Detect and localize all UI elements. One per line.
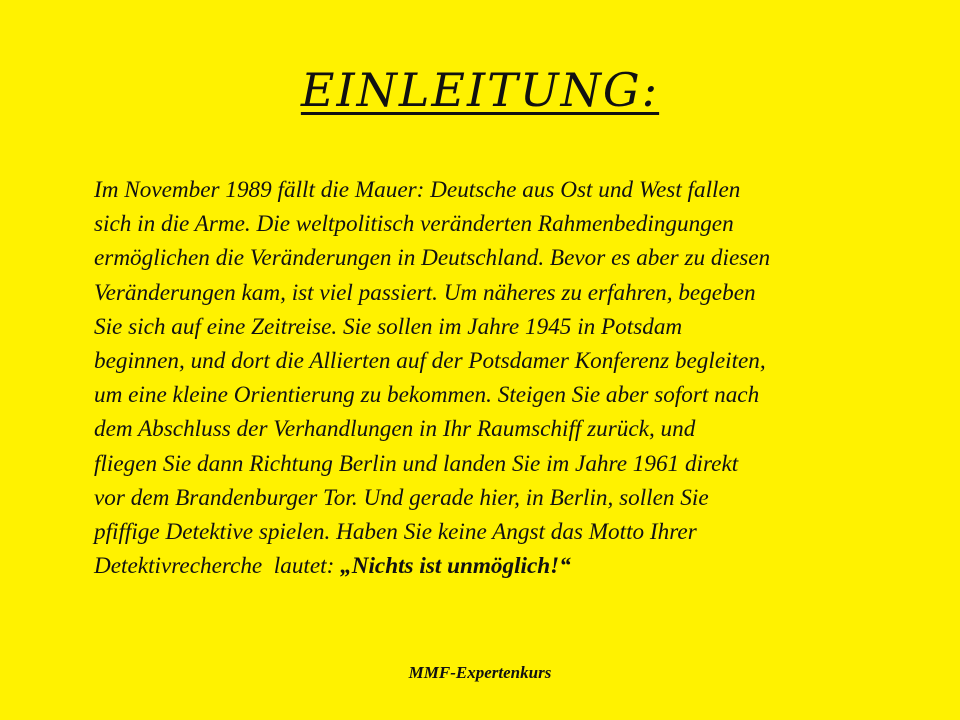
paragraph-line: Sie sich auf eine Zeitreise. Sie sollen im Jahre 1945 in Potsdam (94, 313, 683, 340)
paragraph-last-line (94, 549, 914, 583)
paragraph-line: sich in die Arme. Die weltpolitisch veränderten Rahmenbedingungen (94, 211, 734, 238)
last-line-text: Detektivrecherche lautet: (94, 553, 341, 580)
paragraph-line: pfiffige Detektive spielen. Haben Sie keine Angst das Motto Ihrer (94, 519, 697, 546)
paragraph-line: beginnen, und dort die Allierten auf der Potsdamer Konferenz begleiten, (94, 348, 766, 375)
paragraph-line: vor dem Brandenburger Tor. Und gerade hier, in Berlin, sollen Sie (94, 484, 709, 511)
paragraph-line: um eine kleine Orientierung zu bekommen. Steigen Sie aber sofort nach (94, 382, 760, 409)
introduction-paragraph (94, 173, 914, 583)
paragraph-line: dem Abschluss der Verhandlungen in Ihr Raumschiff zurück, und (94, 416, 696, 443)
footer-label: MMF-Expertenkurs (408, 663, 552, 682)
paragraph-line: fliegen Sie dann Richtung Berlin und landen Sie im Jahre 1961 direkt (94, 450, 739, 477)
paragraph-line: Veränderungen kam, ist viel passiert. Um näheres zu erfahren, begeben (94, 279, 756, 306)
paragraph-line: Im November 1989 fällt die Mauer: Deutsche aus Ost und West fallen (94, 177, 741, 203)
paragraph-line: ermöglichen die Veränderungen in Deutschland. Bevor es aber zu diesen (94, 245, 771, 272)
slide-title (0, 62, 960, 118)
slide-title-text: EINLEITUNG: (300, 63, 660, 117)
motto-quote: „Nichts ist unmöglich!“ (340, 553, 571, 580)
